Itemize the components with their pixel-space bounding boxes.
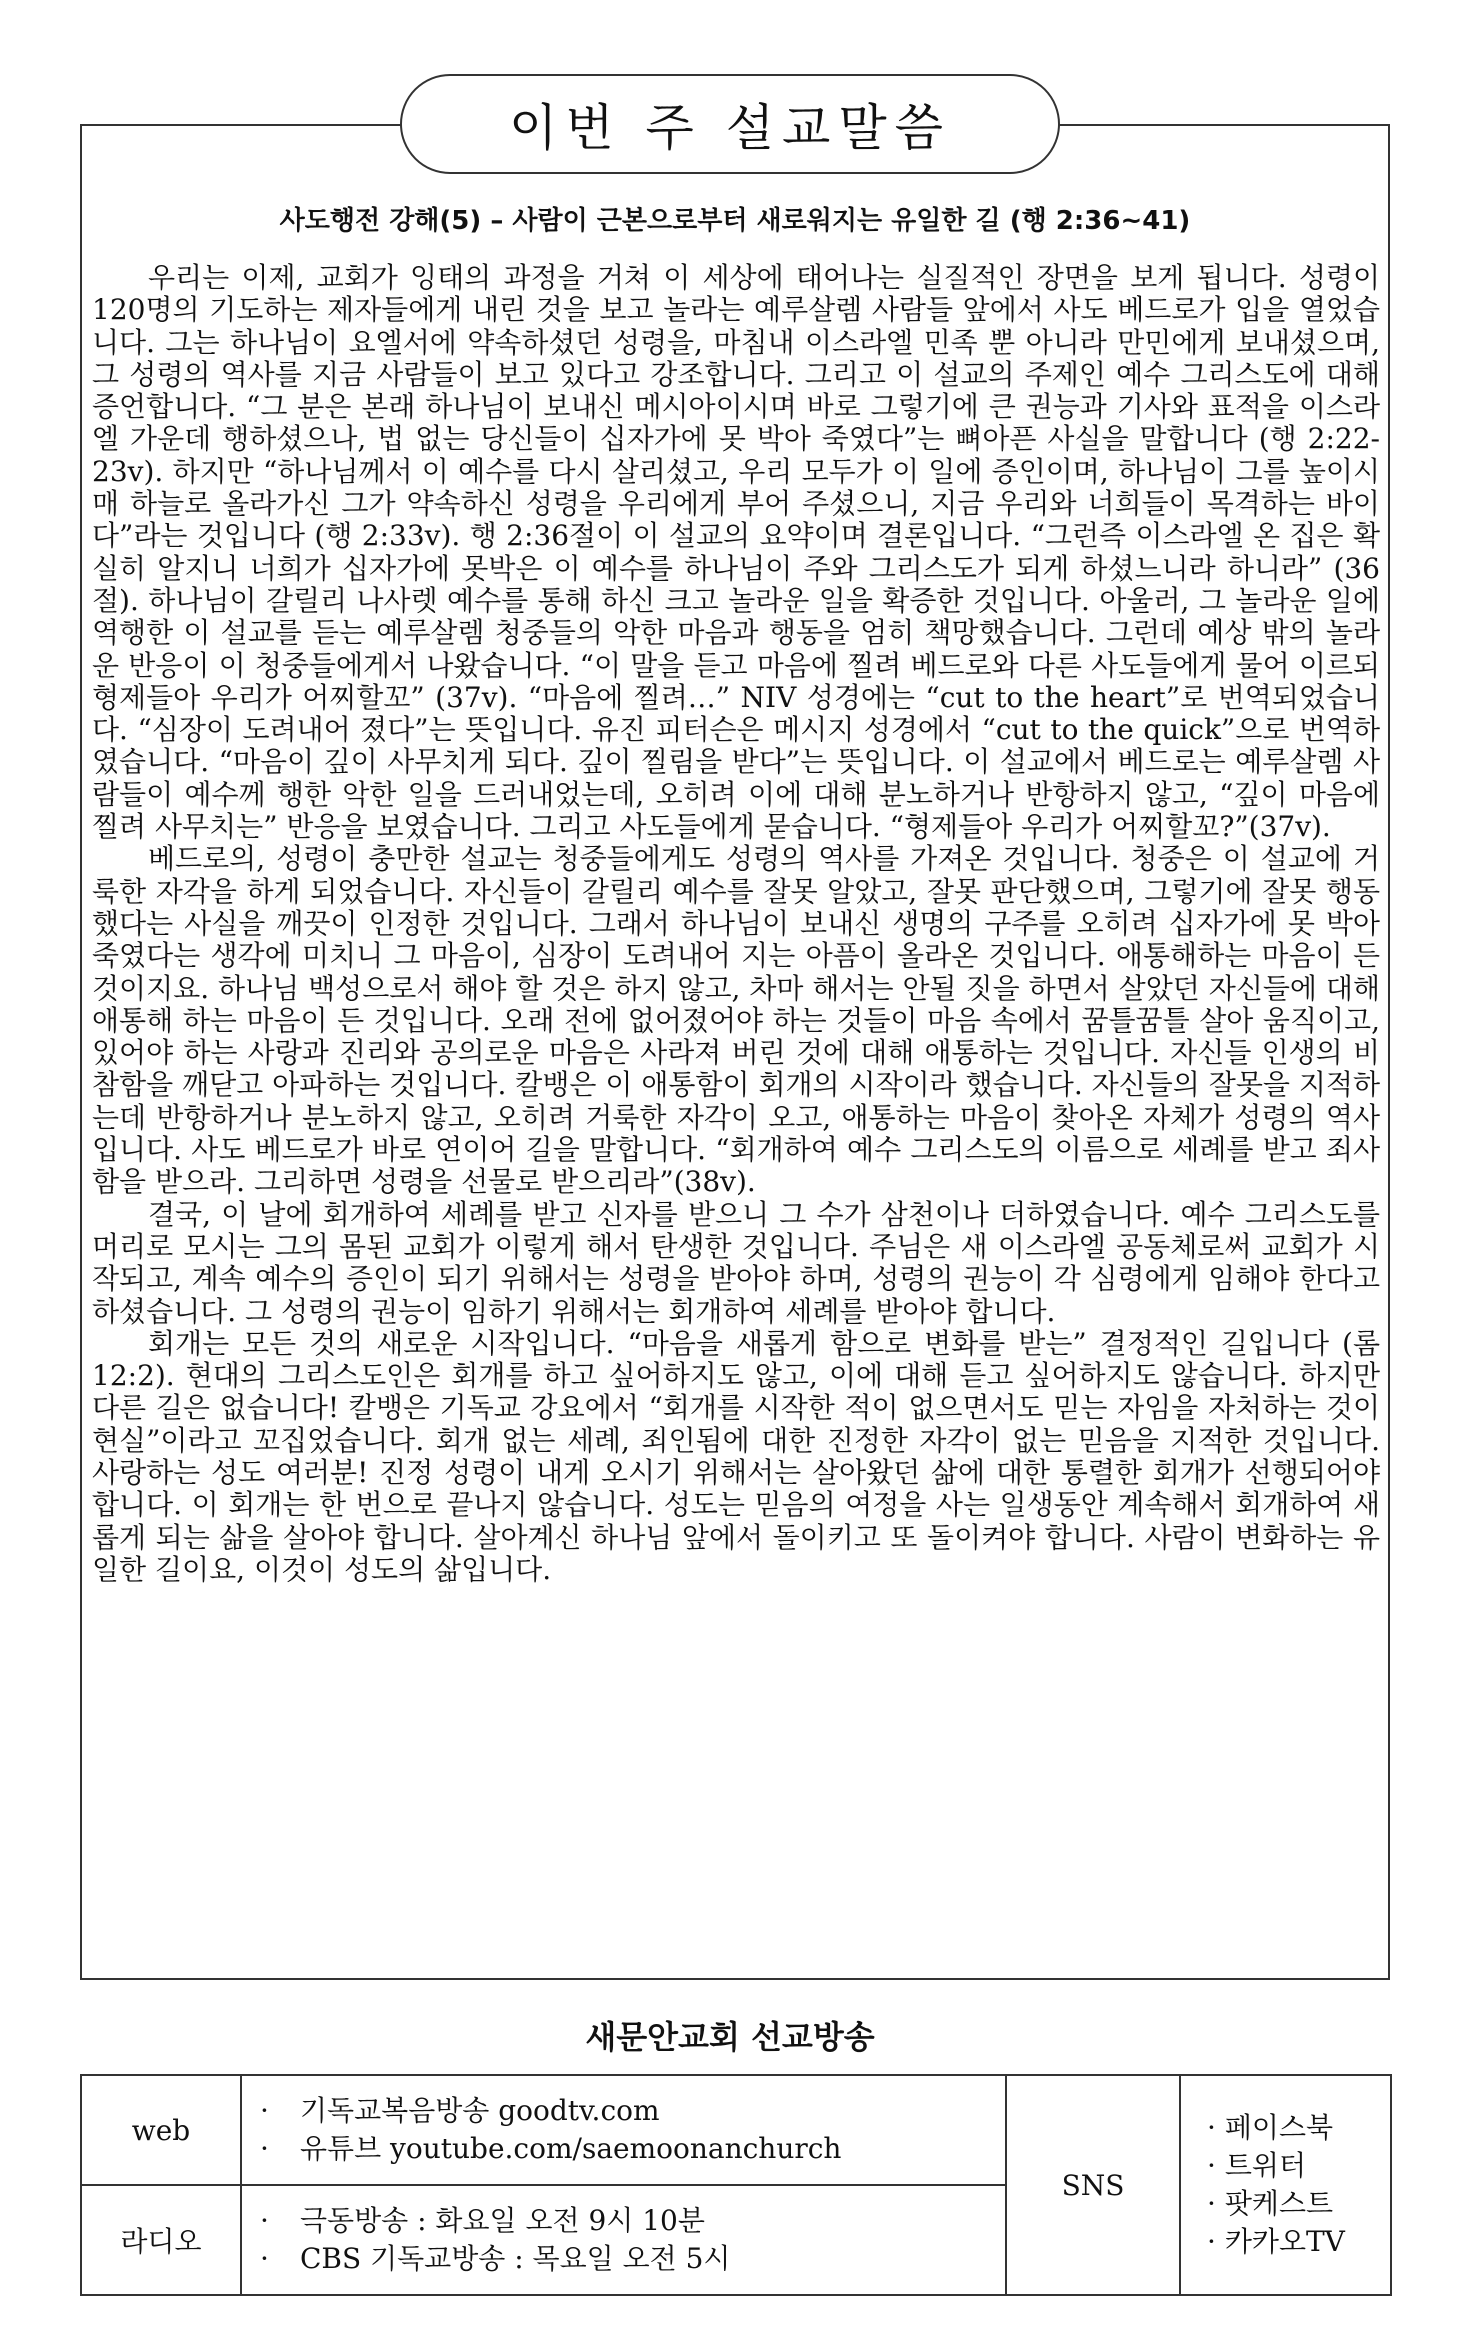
list-item: [260, 2092, 1005, 2130]
sermon-body: [92, 262, 1380, 1586]
sermon-paragraph: 회개는 모든 것의 새로운 시작입니다. “마음을 새롭게 함으로 변화를 받는” 결정적인 길입니다 (롬 12:2). 현대의 그리스도인은 회개를 하고 싶어하지도 않고, 이에 대해 듣고 싶어하지도 않습니다. 하지만 다른 길은 없습니다! 칼뱅은 기독교 강요에서 “회개를 시작한 적이 없으면서도 믿는 자임을 자처하는 것이 현실”이라고 꼬집었습니다. 회개 없는 세례, 죄인됨에 대한 진정한 자각이 없는 믿음을 지적한 것입니다. 사랑하는 성도 여러분! 진정 성령이 내게 오시기 위해서는 살아왔던 삶에 대한 통렬한 회개가 선행되어야 합니다. 이 회개는 한 번으로 끝나지 않습니다. 성도는 믿음의 여정을 사는 일생동안 계속해서 회개하여 새롭게 되는 삶을 살아야 합니다. 살아계신 하나님 앞에서 돌이키고 또 돌이켜야 합니다. 사람이 변화하는 유일한 길이요, 이것이 성도의 삶입니다.: [92, 1326, 1380, 1586]
web-label: web: [81, 2075, 241, 2185]
sermon-subtitle: 사도행전 강해(5) – 사람이 근본으로부터 새로워지는 유일한 길 (행 2:36~41): [279, 206, 1191, 236]
radio-item-cbs: CBS 기독교방송 : 목요일 오전 5시: [300, 2242, 731, 2275]
bullet-icon: ·: [260, 2132, 269, 2165]
sns-items: [1180, 2075, 1391, 2295]
page-title: 이번 주 설교말씀: [400, 74, 1060, 174]
bullet-icon: ·: [260, 2242, 269, 2275]
sermon-paragraph: 우리는 이제, 교회가 잉태의 과정을 거쳐 이 세상에 태어나는 실질적인 장면을 보게 됩니다. 성령이 120명의 기도하는 제자들에게 내린 것을 보고 놀라는 예루살렘 사람들 앞에서 사도 베드로가 입을 열었습니다. 그는 하나님이 요엘서에 약속하셨던 성령을, 마침내 이스라엘 민족 뿐 아니라 만민에게 보내셨으며, 그 성령의 역사를 지금 사람들이 보고 있다고 강조합니다. 그리고 이 설교의 주제인 예수 그리스도에 대해 증언합니다. “그 분은 본래 하나님이 보내신 메시아이시며 바로 그렇기에 큰 권능과 기사와 표적을 이스라엘 가운데 행하셨으나, 법 없는 당신들이 십자가에 못 박아 죽였다”는 뼈아픈 사실을 말합니다 (행 2:22-23v). 하지만 “하나님께서 이 예수를 다시 살리셨고, 우리 모두가 이 일에 증인이며, 하나님이 그를 높이시매 하늘로 올라가신 그가 약속하신 성령을 우리에게 부어 주셨으니, 지금 우리와 너희들이 목격하는 바이다”라는 것입니다 (행 2:33v). 행 2:36절이 이 설교의 요약이며 결론입니다. “그런즉 이스라엘 온 집은 확실히 알지니 너희가 십자가에 못박은 이 예수를 하나님이 주와 그리스도가 되게 하셨느니라 하니라” (36절). 하나님이 갈릴리 나사렛 예수를 통해 하신 크고 놀라운 일을 확증한 것입니다. 아울러, 그 놀라운 일에 역행한 이 설교를 듣는 예루살렘 청중들의 악한 마음과 행동을 엄히 책망했습니다. 그런데 예상 밖의 놀라운 반응이 이 청중들에게서 나왔습니다. “이 말을 듣고 마음에 찔려 베드로와 다른 사도들에게 물어 이르되 형제들아 우리가 어찌할꼬” (37v). “마음에 찔려…” NIV 성경에는 “cut to the heart”로 번역되었습니다. “심장이 도려내어 졌다”는 뜻입니다. 유진 피터슨은 메시지 성경에서 “cut to the quick”으로 번역하였습니다. “마음이 깊이 사무치게 되다. 깊이 찔림을 받다”는 뜻입니다. 이 설교에서 베드로는 예루살렘 사람들이 예수께 행한 악한 일을 드러내었는데, 오히려 이에 대해 분노하거나 반항하지 않고, “깊이 마음에 찔려 사무치는” 반응을 보였습니다. 그리고 사도들에게 묻습니다. “형제들아 우리가 어찌할꼬?”(37v).: [92, 261, 1380, 844]
sns-item-twitter: · 트위터: [1207, 2149, 1306, 2182]
radio-items: [241, 2185, 1006, 2295]
sns-label: SNS: [1006, 2075, 1180, 2295]
sns-item-kakaotv: · 카카오TV: [1207, 2225, 1345, 2258]
bullet-icon: ·: [260, 2204, 269, 2237]
list-item: [260, 2130, 1005, 2168]
list-item: [260, 2240, 1005, 2278]
sns-item-facebook: · 페이스북: [1207, 2111, 1334, 2144]
broadcast-table: [80, 2074, 1392, 2296]
web-item-youtube: 유튜브 youtube.com/saemoonanchurch: [300, 2132, 842, 2165]
web-item-goodtv: 기독교복음방송 goodtv.com: [300, 2094, 660, 2127]
list-item: [260, 2202, 1005, 2240]
radio-label: 라디오: [81, 2185, 241, 2295]
bullet-icon: ·: [260, 2094, 269, 2127]
sermon-paragraph: 결국, 이 날에 회개하여 세례를 받고 신자를 받으니 그 수가 삼천이나 더하였습니다. 예수 그리스도를 머리로 모시는 그의 몸된 교회가 이렇게 해서 탄생한 것입니다. 주님은 새 이스라엘 공동체로써 교회가 시작되고, 계속 예수의 증인이 되기 위해서는 성령을 받아야 하며, 성령의 권능이 각 심령에게 임해야 한다고 하셨습니다. 그 성령의 권능이 임하기 위해서는 회개하여 세례를 받아야 합니다.: [92, 1197, 1380, 1328]
web-items: [241, 2075, 1006, 2185]
radio-item-febc: 극동방송 : 화요일 오전 9시 10분: [300, 2204, 705, 2237]
sns-item-podcast: · 팟케스트: [1207, 2187, 1334, 2220]
broadcast-title: 새문안교회 선교방송: [585, 2018, 875, 2056]
sermon-paragraph: 베드로의, 성령이 충만한 설교는 청중들에게도 성령의 역사를 가져온 것입니다. 청중은 이 설교에 거룩한 자각을 하게 되었습니다. 자신들이 갈릴리 예수를 잘못 알았고, 잘못 판단했으며, 그렇기에 잘못 행동했다는 사실을 깨끗이 인정한 것입니다. 그래서 하나님이 보내신 생명의 구주를 오히려 십자가에 못 박아 죽였다는 생각에 미치니 그 마음이, 심장이 도려내어 지는 아픔이 올라온 것입니다. 애통해하는 마음이 든 것이지요. 하나님 백성으로서 해야 할 것은 하지 않고, 차마 해서는 안될 짓을 하면서 살았던 자신들에 대해 애통해 하는 마음이 든 것입니다. 오래 전에 없어졌어야 하는 것들이 마음 속에서 꿈틀꿈틀 살아 움직이고, 있어야 하는 사랑과 진리와 공의로운 마음은 사라져 버린 것에 대해 애통하는 것입니다. 자신들 인생의 비참함을 깨닫고 아파하는 것입니다. 칼뱅은 이 애통함이 회개의 시작이라 했습니다. 자신들의 잘못을 지적하는데 반항하거나 분노하지 않고, 오히려 거룩한 자각이 오고, 애통하는 마음이 찾아온 자체가 성령의 역사입니다. 사도 베드로가 바로 연이어 길을 말합니다. “회개하여 예수 그리스도의 이름으로 세례를 받고 죄사함을 받으라. 그리하면 성령을 선물로 받으리라”(38v).: [92, 842, 1380, 1199]
